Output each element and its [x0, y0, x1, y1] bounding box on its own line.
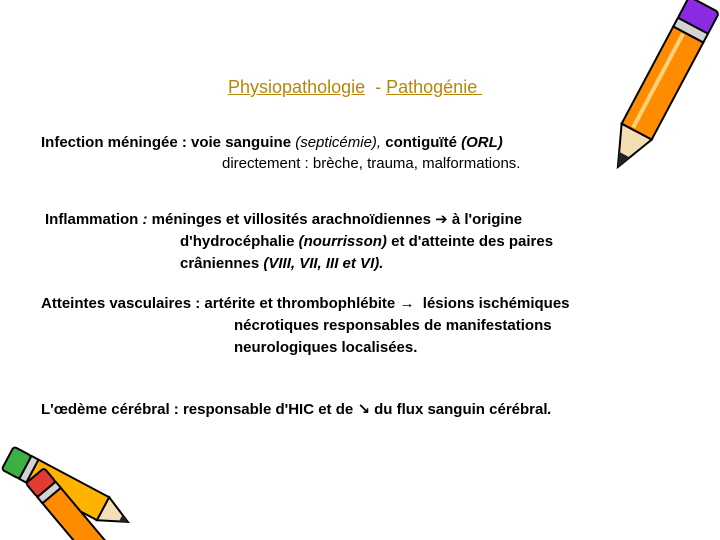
infection-line1	[41, 134, 503, 152]
inflammation-nourrisson: (nourrisson)	[298, 233, 387, 250]
vasculaire-line1	[41, 295, 570, 313]
inflammation-line3a: crâniennes	[180, 255, 264, 272]
infection-orl: (ORL)	[461, 134, 503, 151]
page-title	[218, 56, 482, 98]
pencil-icon	[595, 0, 720, 190]
arrow-down-right-icon: ↘	[357, 401, 370, 418]
inflammation-text1b: à l'origine	[447, 211, 523, 228]
oedeme-text1: L'œdème cérébral : responsable d'HIC et de	[41, 401, 358, 418]
oedeme-line	[41, 401, 552, 419]
oedeme-dot: .	[547, 401, 552, 418]
infection-label: Infection méningée : voie sanguine	[41, 134, 296, 151]
title-part2: Pathogénie	[386, 77, 483, 97]
inflammation-line2a: d'hydrocéphalie	[180, 233, 299, 250]
inflammation-text1: méninges et villosités arachnoïdiennes	[147, 211, 436, 228]
title-sep: -	[365, 77, 387, 97]
inflammation-paires: (VIII, VII, III et VI).	[263, 255, 384, 272]
arrow-right-icon: ➔	[435, 211, 448, 228]
title-part1: Physiopathologie	[228, 77, 366, 97]
infection-contiguite: contiguïté	[381, 134, 462, 151]
inflammation-line2	[180, 233, 553, 251]
arrow-right-thin-icon: →	[399, 295, 415, 312]
inflammation-line2b: et d'atteinte des paires	[386, 233, 554, 250]
pencils-icon	[0, 430, 150, 540]
inflammation-line3	[180, 255, 383, 273]
infection-septicemie: (septicémie),	[295, 134, 382, 151]
vasculaire-line3: neurologiques localisées.	[234, 339, 418, 356]
vasculaire-text1: Atteintes vasculaires : artérite et thrombophlébite	[41, 295, 400, 312]
oedeme-text2: du flux sanguin cérébral	[369, 401, 548, 418]
vasculaire-line2: nécrotiques responsables de manifestations	[234, 317, 552, 334]
inflammation-line1	[45, 211, 522, 229]
vasculaire-text1b: lésions ischémiques	[414, 295, 570, 312]
infection-line2: directement : brèche, trauma, malformations.	[222, 155, 521, 172]
inflammation-label: Inflammation	[45, 211, 143, 228]
inflammation-colon: :	[142, 211, 148, 228]
